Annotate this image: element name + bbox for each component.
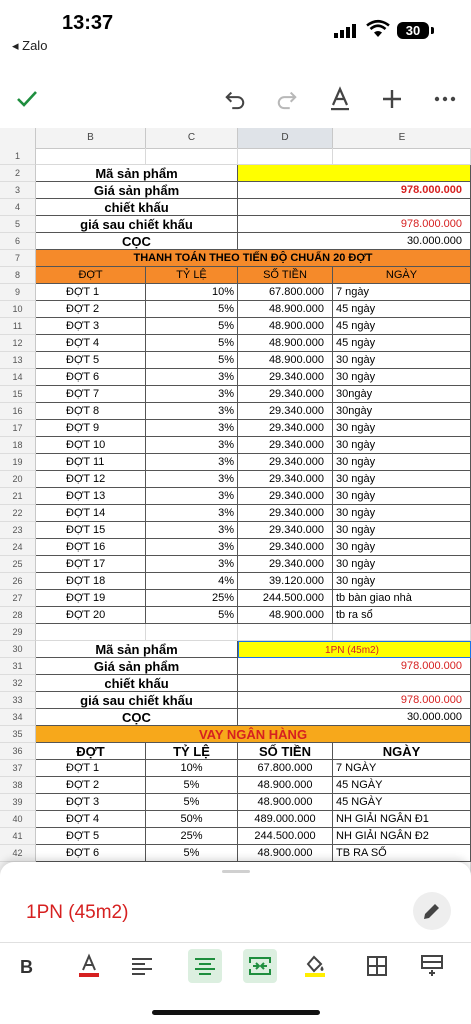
cell[interactable]: 30 ngày xyxy=(333,488,471,505)
text-format-icon xyxy=(329,87,351,111)
row-number[interactable]: 7 xyxy=(0,250,36,267)
cell[interactable]: Mã sản phẩm xyxy=(36,165,238,182)
row-number[interactable]: 15 xyxy=(0,386,36,403)
cell[interactable]: 978.000.000 xyxy=(238,182,471,199)
cell[interactable]: 29.340.000 xyxy=(238,522,333,539)
table-row xyxy=(0,794,471,811)
cell[interactable]: ĐỢT 13 xyxy=(36,488,146,505)
table-row xyxy=(0,709,471,726)
sheet-toolbar xyxy=(0,70,471,126)
row-number[interactable]: 28 xyxy=(0,607,36,624)
cell[interactable]: 3% xyxy=(146,403,238,420)
cell[interactable]: TỶ LỆ xyxy=(146,267,238,284)
row-number[interactable]: 29 xyxy=(0,624,36,641)
cell[interactable]: 48.900.000 xyxy=(238,845,333,862)
cell[interactable]: 5% xyxy=(146,607,238,624)
cell[interactable]: TB RA SỔ xyxy=(333,845,471,862)
cell[interactable]: 5% xyxy=(146,335,238,352)
insert-button[interactable] xyxy=(377,84,407,114)
edit-cell-button[interactable] xyxy=(413,892,451,930)
cell[interactable]: 25% xyxy=(146,828,238,845)
table-row xyxy=(0,267,471,284)
cell[interactable]: 3% xyxy=(146,454,238,471)
cell[interactable]: 3% xyxy=(146,488,238,505)
cell[interactable]: ĐỢT 19 xyxy=(36,590,146,607)
cell[interactable]: 30 ngày xyxy=(333,420,471,437)
row-number[interactable]: 23 xyxy=(0,522,36,539)
cell[interactable]: 3% xyxy=(146,386,238,403)
merge-cells-icon xyxy=(248,956,272,976)
cell[interactable]: chiết khấu xyxy=(36,199,238,216)
borders-icon xyxy=(367,956,387,976)
row-number[interactable]: 16 xyxy=(0,403,36,420)
cell[interactable]: 5% xyxy=(146,301,238,318)
pencil-icon xyxy=(422,901,442,921)
cell[interactable]: ĐỢT 7 xyxy=(36,386,146,403)
cell[interactable]: 29.340.000 xyxy=(238,505,333,522)
cell[interactable]: ĐỢT xyxy=(36,267,146,284)
cell[interactable]: 30.000.000 xyxy=(238,709,471,726)
cell[interactable] xyxy=(146,624,238,641)
align-left-icon xyxy=(131,957,153,975)
cell[interactable]: NH GIẢI NGÂN Đ2 xyxy=(333,828,471,845)
cell[interactable]: 29.340.000 xyxy=(238,437,333,454)
row-number[interactable]: 25 xyxy=(0,556,36,573)
cell[interactable] xyxy=(238,148,333,165)
cell[interactable]: ĐỢT 3 xyxy=(36,318,146,335)
cell[interactable]: 29.340.000 xyxy=(238,454,333,471)
cell[interactable]: 29.340.000 xyxy=(238,471,333,488)
row-number[interactable]: 4 xyxy=(0,199,36,216)
table-row xyxy=(0,811,471,828)
cell[interactable]: 10% xyxy=(146,284,238,301)
cell[interactable]: 3% xyxy=(146,522,238,539)
cell[interactable]: ĐỢT 17 xyxy=(36,556,146,573)
row-number[interactable]: 14 xyxy=(0,369,36,386)
cell[interactable]: 244.500.000 xyxy=(238,828,333,845)
cell[interactable]: ĐỢT 2 xyxy=(36,301,146,318)
cell[interactable]: 30 ngày xyxy=(333,437,471,454)
table-row xyxy=(0,743,471,760)
row-number[interactable]: 38 xyxy=(0,777,36,794)
row-number[interactable]: 22 xyxy=(0,505,36,522)
corner-cell[interactable] xyxy=(0,128,36,148)
status-bar xyxy=(0,0,471,62)
cell[interactable]: SỐ TIỀN xyxy=(238,267,333,284)
more-button[interactable] xyxy=(430,84,460,114)
row-number[interactable]: 35 xyxy=(0,726,36,743)
row-number[interactable]: 37 xyxy=(0,760,36,777)
cell[interactable]: 30 ngày xyxy=(333,505,471,522)
cell-edit-panel xyxy=(0,862,471,1024)
cell[interactable]: ĐỢT 10 xyxy=(36,437,146,454)
cell[interactable]: 30 ngày xyxy=(333,352,471,369)
table-row xyxy=(0,760,471,777)
row-number[interactable]: 12 xyxy=(0,335,36,352)
table-row xyxy=(0,777,471,794)
cell[interactable]: 45 ngày xyxy=(333,335,471,352)
cell[interactable]: 3% xyxy=(146,471,238,488)
cell[interactable]: tb bàn giao nhà xyxy=(333,590,471,607)
cell[interactable]: 30 ngày xyxy=(333,471,471,488)
cell[interactable]: 5% xyxy=(146,794,238,811)
cell[interactable]: ĐỢT 1 xyxy=(36,284,146,301)
borders-button[interactable] xyxy=(360,949,394,983)
column-header-row xyxy=(0,128,471,149)
undo-button[interactable] xyxy=(220,84,250,114)
battery-indicator: 30 xyxy=(397,22,429,39)
cell[interactable] xyxy=(36,148,146,165)
svg-text:B: B xyxy=(20,957,33,977)
table-row xyxy=(0,454,471,471)
cell[interactable]: 48.900.000 xyxy=(238,318,333,335)
table-row xyxy=(0,471,471,488)
cell[interactable]: ĐỢT 15 xyxy=(36,522,146,539)
cell[interactable]: 30 ngày xyxy=(333,522,471,539)
cell[interactable]: 30.000.000 xyxy=(238,233,471,250)
cell[interactable]: ĐỢT 4 xyxy=(36,811,146,828)
table-row xyxy=(0,284,471,301)
table-row xyxy=(0,386,471,403)
table-row xyxy=(0,590,471,607)
table-row xyxy=(0,641,471,658)
column-header-d[interactable]: D xyxy=(238,128,333,148)
table-row xyxy=(0,828,471,845)
cell[interactable]: 7 NGÀY xyxy=(333,760,471,777)
cell[interactable]: 45 NGÀY xyxy=(333,794,471,811)
row-number[interactable]: 5 xyxy=(0,216,36,233)
row-number[interactable]: 2 xyxy=(0,165,36,182)
cell[interactable]: SỐ TIỀN xyxy=(238,743,333,760)
cell[interactable]: chiết khấu xyxy=(36,675,238,692)
cell[interactable]: NGÀY xyxy=(333,267,471,284)
row-number[interactable]: 30 xyxy=(0,641,36,658)
cell[interactable]: 67.800.000 xyxy=(238,760,333,777)
cell[interactable]: 29.340.000 xyxy=(238,539,333,556)
spreadsheet-grid[interactable] xyxy=(0,128,471,863)
table-row xyxy=(0,726,471,743)
cell[interactable]: 45 ngày xyxy=(333,301,471,318)
merge-cells-button[interactable] xyxy=(243,949,277,983)
cell[interactable]: ĐỢT 14 xyxy=(36,505,146,522)
signal-icon xyxy=(334,24,358,38)
cell[interactable]: 48.900.000 xyxy=(238,777,333,794)
cell[interactable]: TỶ LỆ xyxy=(146,743,238,760)
table-row xyxy=(0,522,471,539)
column-header-c[interactable]: C xyxy=(146,128,238,148)
cell[interactable]: ĐỢT 8 xyxy=(36,403,146,420)
cell[interactable]: 29.340.000 xyxy=(238,403,333,420)
table-row xyxy=(0,607,471,624)
battery-tip xyxy=(431,27,434,34)
format-bar xyxy=(0,942,471,989)
row-number[interactable]: 33 xyxy=(0,692,36,709)
cell[interactable] xyxy=(238,199,471,216)
cell[interactable]: 30 ngày xyxy=(333,539,471,556)
cell[interactable]: NH GIẢI NGÂN Đ1 xyxy=(333,811,471,828)
table-row xyxy=(0,352,471,369)
cell[interactable] xyxy=(146,148,238,165)
table-row xyxy=(0,675,471,692)
table-row xyxy=(0,692,471,709)
cell[interactable]: NGÀY xyxy=(333,743,471,760)
cell[interactable]: 29.340.000 xyxy=(238,386,333,403)
row-number[interactable]: 10 xyxy=(0,301,36,318)
check-icon xyxy=(15,87,39,111)
table-row xyxy=(0,250,471,267)
table-row xyxy=(0,488,471,505)
row-number[interactable]: 11 xyxy=(0,318,36,335)
text-color-button[interactable] xyxy=(72,949,106,983)
cell[interactable]: 48.900.000 xyxy=(238,607,333,624)
table-row xyxy=(0,420,471,437)
row-number[interactable]: 17 xyxy=(0,420,36,437)
row-number[interactable]: 8 xyxy=(0,267,36,284)
cell[interactable]: 30ngày xyxy=(333,386,471,403)
cell[interactable]: CỌC xyxy=(36,709,238,726)
fill-color-button[interactable] xyxy=(298,949,332,983)
cell[interactable]: 978.000.000 xyxy=(238,658,471,675)
cell[interactable]: 3% xyxy=(146,539,238,556)
row-number[interactable]: 27 xyxy=(0,590,36,607)
row-number[interactable]: 20 xyxy=(0,471,36,488)
cell[interactable] xyxy=(36,624,146,641)
cell[interactable]: 48.900.000 xyxy=(238,352,333,369)
align-center-icon xyxy=(194,957,216,975)
cell[interactable]: tb ra sổ xyxy=(333,607,471,624)
table-row xyxy=(0,182,471,199)
cell[interactable]: 3% xyxy=(146,437,238,454)
table-row xyxy=(0,437,471,454)
row-number[interactable]: 21 xyxy=(0,488,36,505)
panel-grabber[interactable] xyxy=(222,870,250,873)
cell[interactable]: ĐỢT 1 xyxy=(36,760,146,777)
done-button[interactable] xyxy=(12,84,42,114)
table-row xyxy=(0,624,471,641)
table-row xyxy=(0,845,471,862)
cell[interactable]: ĐỢT 9 xyxy=(36,420,146,437)
row-number[interactable]: 1 xyxy=(0,148,36,165)
cell[interactable]: Giá sản phẩm xyxy=(36,182,238,199)
table-row xyxy=(0,403,471,420)
cell[interactable]: 45 NGÀY xyxy=(333,777,471,794)
cell[interactable]: giá sau chiết khấu xyxy=(36,216,238,233)
add-icon xyxy=(381,88,403,110)
cell[interactable] xyxy=(238,165,471,182)
cell[interactable]: 45 ngày xyxy=(333,318,471,335)
bold-icon xyxy=(18,957,36,975)
align-left-button[interactable] xyxy=(125,949,159,983)
cell[interactable] xyxy=(333,624,471,641)
row-number[interactable]: 34 xyxy=(0,709,36,726)
redo-icon xyxy=(276,88,298,110)
cell[interactable]: 10% xyxy=(146,760,238,777)
cell[interactable]: ĐỢT 2 xyxy=(36,777,146,794)
cell[interactable]: 3% xyxy=(146,420,238,437)
cell[interactable]: 244.500.000 xyxy=(238,590,333,607)
column-header-b[interactable]: B xyxy=(36,128,146,148)
table-row xyxy=(0,573,471,590)
cell[interactable]: ĐỢT 18 xyxy=(36,573,146,590)
cell[interactable]: 48.900.000 xyxy=(238,794,333,811)
cell[interactable]: 978.000.000 xyxy=(238,692,471,709)
cell[interactable]: 978.000.000 xyxy=(238,216,471,233)
column-header-e[interactable]: E xyxy=(398,132,406,143)
selected-cell-value[interactable]: 1PN (45m2) xyxy=(26,902,129,923)
more-icon xyxy=(434,95,456,103)
cell[interactable]: ĐỢT 5 xyxy=(36,352,146,369)
cell[interactable]: 48.900.000 xyxy=(238,335,333,352)
row-number[interactable]: 40 xyxy=(0,811,36,828)
table-row xyxy=(0,505,471,522)
cell[interactable]: 5% xyxy=(146,318,238,335)
cell[interactable]: 30 ngày xyxy=(333,573,471,590)
row-number[interactable]: 39 xyxy=(0,794,36,811)
row-number[interactable]: 42 xyxy=(0,845,36,862)
cell[interactable]: 29.340.000 xyxy=(238,556,333,573)
cell[interactable]: ĐỢT 3 xyxy=(36,794,146,811)
cell[interactable] xyxy=(238,675,471,692)
cell[interactable]: CỌC xyxy=(36,233,238,250)
row-number[interactable]: 9 xyxy=(0,284,36,301)
row-number[interactable]: 41 xyxy=(0,828,36,845)
cell[interactable]: 1PN (45m2) xyxy=(238,641,471,658)
text-color-icon xyxy=(77,954,101,978)
cell[interactable]: 3% xyxy=(146,505,238,522)
row-number[interactable]: 36 xyxy=(0,743,36,760)
cell[interactable]: ĐỢT 12 xyxy=(36,471,146,488)
table-row xyxy=(0,335,471,352)
table-row xyxy=(0,318,471,335)
cell[interactable]: Giá sản phẩm xyxy=(36,658,238,675)
cell[interactable]: 489.000.000 xyxy=(238,811,333,828)
table-row xyxy=(0,148,471,165)
table-row xyxy=(0,233,471,250)
cell[interactable]: 30ngày xyxy=(333,403,471,420)
cell[interactable]: 3% xyxy=(146,556,238,573)
cell[interactable]: 29.340.000 xyxy=(238,488,333,505)
cell[interactable]: 30 ngày xyxy=(333,556,471,573)
cell[interactable]: 39.120.000 xyxy=(238,573,333,590)
cell[interactable]: 30 ngày xyxy=(333,454,471,471)
cell[interactable] xyxy=(333,148,471,165)
table-row xyxy=(0,369,471,386)
insert-cells-button[interactable] xyxy=(415,949,449,983)
fill-color-icon xyxy=(303,954,327,978)
table-row xyxy=(0,199,471,216)
cell[interactable]: 48.900.000 xyxy=(238,301,333,318)
redo-button[interactable] xyxy=(272,84,302,114)
row-number[interactable]: 26 xyxy=(0,573,36,590)
cell[interactable]: 4% xyxy=(146,573,238,590)
cell[interactable]: ĐỢT 6 xyxy=(36,845,146,862)
cell[interactable]: ĐỢT 4 xyxy=(36,335,146,352)
cell[interactable]: 25% xyxy=(146,590,238,607)
row-number[interactable]: 24 xyxy=(0,539,36,556)
cell[interactable]: ĐỢT 11 xyxy=(36,454,146,471)
cell[interactable]: 5% xyxy=(146,845,238,862)
row-number[interactable]: 31 xyxy=(0,658,36,675)
cell[interactable]: 5% xyxy=(146,777,238,794)
cell[interactable]: ĐỢT 5 xyxy=(36,828,146,845)
table-row xyxy=(0,658,471,675)
cell[interactable]: 3% xyxy=(146,369,238,386)
cell[interactable]: 29.340.000 xyxy=(238,369,333,386)
row-number[interactable]: 18 xyxy=(0,437,36,454)
table-row xyxy=(0,539,471,556)
row-number[interactable]: 3 xyxy=(0,182,36,199)
cell[interactable] xyxy=(238,624,333,641)
cell[interactable]: ĐỢT 6 xyxy=(36,369,146,386)
text-format-button[interactable] xyxy=(325,84,355,114)
cell[interactable]: giá sau chiết khấu xyxy=(36,692,238,709)
cell[interactable]: ĐỢT 16 xyxy=(36,539,146,556)
home-indicator xyxy=(152,1010,320,1015)
cell[interactable]: THANH TOÁN THEO TIẾN ĐỘ CHUẨN 20 ĐỢT xyxy=(36,250,471,267)
back-to-app-link[interactable]: ◂ Zalo xyxy=(12,38,48,53)
status-time: 13:37 xyxy=(62,12,114,34)
table-row xyxy=(0,216,471,233)
cell[interactable]: 50% xyxy=(146,811,238,828)
cell[interactable]: ĐỢT 20 xyxy=(36,607,146,624)
cell[interactable]: 7 ngày xyxy=(333,284,471,301)
wifi-icon xyxy=(366,20,390,38)
cell[interactable]: Mã sản phẩm xyxy=(36,641,238,658)
cell[interactable]: ĐỢT xyxy=(36,743,146,760)
row-number[interactable]: 32 xyxy=(0,675,36,692)
cell[interactable]: VAY NGÂN HÀNG xyxy=(36,726,471,743)
align-center-button[interactable] xyxy=(188,949,222,983)
row-number[interactable]: 6 xyxy=(0,233,36,250)
insert-icon xyxy=(421,955,443,977)
table-row xyxy=(0,556,471,573)
cell[interactable]: 29.340.000 xyxy=(238,420,333,437)
cell[interactable]: 30 ngày xyxy=(333,369,471,386)
row-number[interactable]: 19 xyxy=(0,454,36,471)
table-row xyxy=(0,301,471,318)
cell[interactable]: 67.800.000 xyxy=(238,284,333,301)
bold-button[interactable] xyxy=(10,949,44,983)
row-number[interactable]: 13 xyxy=(0,352,36,369)
table-row xyxy=(0,165,471,182)
cell[interactable]: 5% xyxy=(146,352,238,369)
undo-icon xyxy=(224,88,246,110)
